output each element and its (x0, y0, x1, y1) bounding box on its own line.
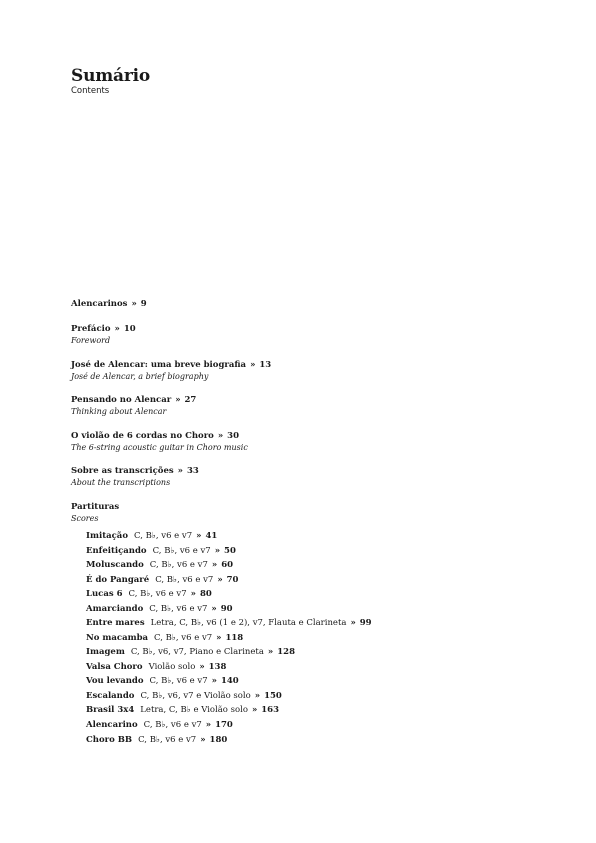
score-instruments: Letra, C, B♭ e Violão solo (140, 705, 248, 715)
toc-section-scores[interactable] (71, 502, 119, 524)
score-entry[interactable] (86, 647, 295, 658)
entry-title: Alencarinos (71, 299, 128, 309)
score-title: No macamba (86, 633, 149, 643)
entry-title: Sobre as transcrições (71, 466, 174, 476)
score-title: Brasil 3x4 (86, 705, 135, 715)
score-instruments: C, B♭, v6, v7, Piano e Clarineta (130, 647, 264, 657)
entry-subtitle: Foreword (71, 336, 111, 345)
score-separator: » (251, 705, 258, 715)
score-separator: » (211, 560, 218, 570)
page-title: Sumário (71, 66, 150, 86)
score-page: 118 (225, 633, 244, 643)
score-title: Vou levando (86, 676, 144, 686)
entry-separator: » (217, 431, 224, 441)
score-separator: » (205, 720, 212, 730)
entry-subtitle: Thinking about Alencar (71, 407, 167, 416)
score-entry[interactable] (86, 705, 279, 716)
entry-title: Prefácio (71, 324, 111, 334)
score-entry[interactable] (86, 735, 227, 746)
score-page: 60 (221, 560, 234, 570)
entry-title: O violão de 6 cordas no Choro (71, 431, 214, 441)
score-instruments: C, B♭, v6, v7 e Violão solo (140, 691, 251, 701)
entry-page: 10 (123, 324, 136, 334)
score-title: Imitação (86, 531, 128, 541)
entry-title: José de Alencar: uma breve biografia (71, 360, 247, 370)
score-page: 80 (199, 589, 212, 599)
entry-subtitle: José de Alencar, a brief biography (71, 372, 209, 381)
score-instruments: C, B♭, v6 e v7 (154, 633, 213, 643)
score-entry[interactable] (86, 560, 233, 571)
entry-page: 27 (184, 395, 197, 405)
toc-entry[interactable] (71, 360, 271, 382)
entry-page: 33 (186, 466, 199, 476)
score-entry[interactable] (86, 662, 226, 673)
entry-subtitle: The 6-string acoustic guitar in Choro music (71, 443, 248, 452)
score-title: Enfeitiçando (86, 546, 147, 556)
entry-page: 9 (140, 299, 147, 309)
score-entry[interactable] (86, 633, 243, 644)
score-page: 70 (226, 575, 239, 585)
score-entry[interactable] (86, 531, 217, 542)
score-instruments: C, B♭, v6 e v7 (149, 676, 208, 686)
score-instruments: C, B♭, v6 e v7 (149, 560, 208, 570)
score-entry[interactable] (86, 604, 233, 615)
score-page: 180 (209, 735, 228, 745)
score-separator: » (199, 662, 205, 672)
toc-entry[interactable] (71, 431, 248, 453)
score-separator: » (196, 531, 202, 541)
score-page: 90 (220, 604, 233, 614)
score-instruments: C, B♭, v6 e v7 (152, 546, 211, 556)
score-title: Moluscando (86, 560, 144, 570)
entry-separator: » (114, 324, 120, 334)
score-title: Amarciando (86, 604, 144, 614)
entry-separator: » (175, 395, 181, 405)
entry-subtitle: About the transcriptions (71, 478, 171, 487)
score-separator: » (350, 618, 356, 628)
score-title: Imagem (86, 647, 125, 657)
score-page: 50 (224, 546, 236, 556)
score-entry[interactable] (86, 618, 372, 629)
score-separator: » (211, 604, 217, 614)
score-instruments: C, B♭, v6 e v7 (149, 604, 208, 614)
score-title: Lucas 6 (86, 589, 123, 599)
score-separator: » (267, 647, 274, 657)
score-instruments: C, B♭, v6 e v7 (138, 735, 197, 745)
score-separator: » (211, 676, 217, 686)
score-separator: » (190, 589, 196, 599)
score-title: É do Pangaré (86, 575, 150, 585)
score-page: 128 (277, 647, 295, 657)
score-separator: » (200, 735, 206, 745)
toc-entry[interactable] (71, 395, 196, 417)
score-page: 163 (261, 705, 280, 715)
score-instruments: Violão solo (148, 662, 196, 672)
score-title: Valsa Choro (86, 662, 143, 672)
section-subtitle: Scores (71, 514, 99, 523)
toc-entry[interactable] (71, 466, 199, 488)
score-page: 150 (264, 691, 282, 701)
entry-page: 13 (259, 360, 272, 370)
toc-entry[interactable] (71, 299, 147, 310)
score-separator: » (254, 691, 261, 701)
score-page: 170 (215, 720, 233, 730)
score-separator: » (214, 546, 221, 556)
page-subtitle: Contents (71, 86, 110, 96)
entry-page: 30 (227, 431, 239, 441)
score-title: Alencarino (86, 720, 138, 730)
score-entry[interactable] (86, 691, 282, 702)
score-entry[interactable] (86, 720, 233, 731)
score-entry[interactable] (86, 589, 212, 600)
section-title: Partituras (71, 502, 120, 512)
score-instruments: C, B♭, v6 e v7 (143, 720, 202, 730)
entry-title: Pensando no Alencar (71, 395, 172, 405)
score-title: Escalando (86, 691, 135, 701)
score-instruments: C, B♭, v6 e v7 (134, 531, 193, 541)
score-instruments: C, B♭, v6 e v7 (155, 575, 214, 585)
entry-separator: » (131, 299, 137, 309)
entry-separator: » (250, 360, 256, 370)
score-page: 138 (208, 662, 227, 672)
score-instruments: Letra, C, B♭, v6 (1 e 2), v7, Flauta e Clarineta (150, 618, 347, 628)
score-instruments: C, B♭, v6 e v7 (128, 589, 187, 599)
score-title: Entre mares (86, 618, 145, 628)
score-page: 140 (220, 676, 239, 686)
score-separator: » (217, 575, 223, 585)
score-entry[interactable] (86, 575, 238, 586)
score-page: 41 (205, 531, 218, 541)
score-page: 99 (359, 618, 372, 628)
score-separator: » (216, 633, 222, 643)
score-title: Choro BB (86, 735, 133, 745)
score-entry[interactable] (86, 546, 236, 557)
entry-separator: » (177, 466, 183, 476)
toc-entry[interactable] (71, 324, 136, 346)
score-entry[interactable] (86, 676, 239, 687)
